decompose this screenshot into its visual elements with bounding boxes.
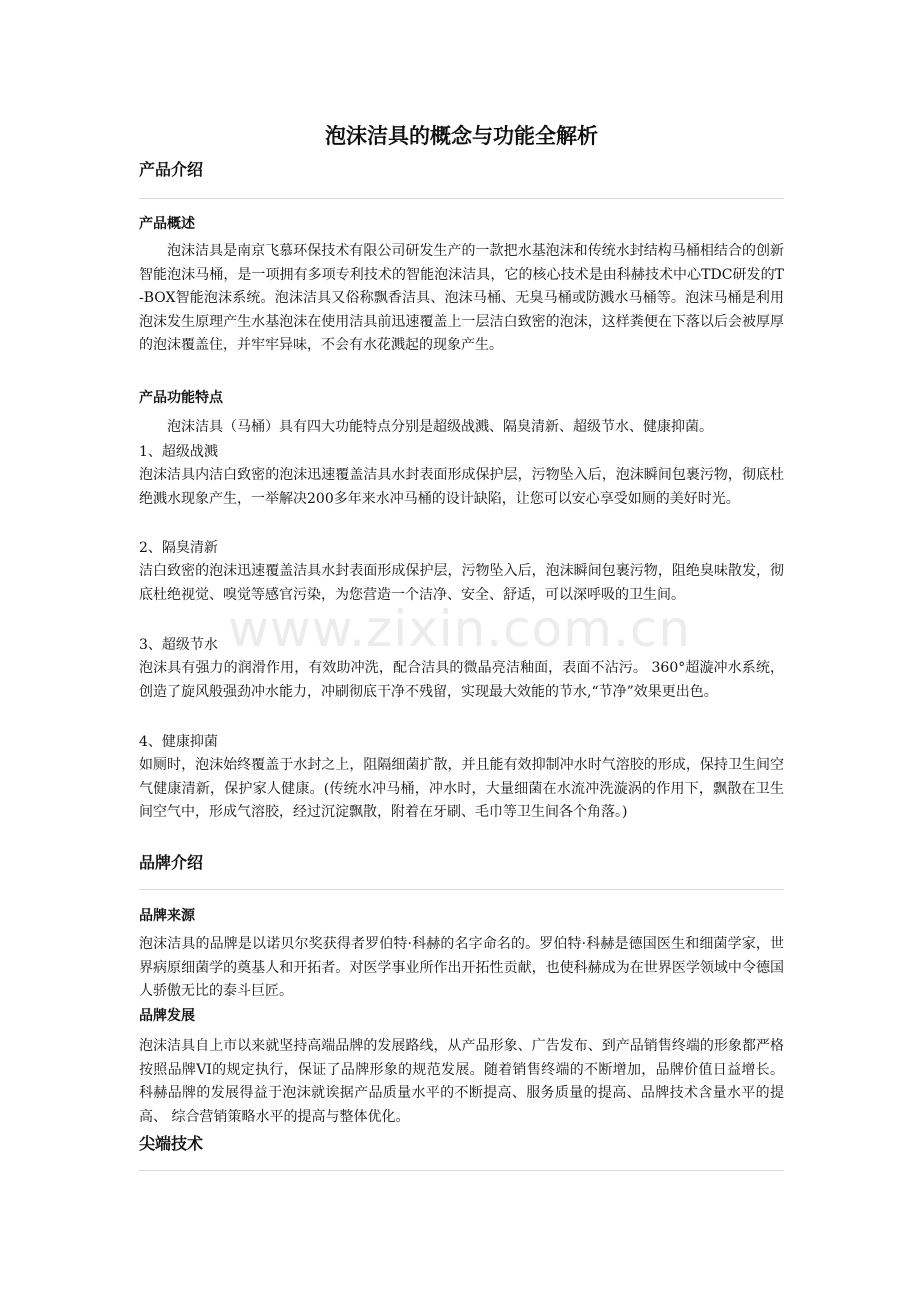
subsection-title-overview: 产品概述 — [139, 216, 195, 232]
feature-heading-1: 1、超级战溅 — [139, 444, 218, 460]
subsection-title-brand-origin: 品牌来源 — [139, 908, 195, 924]
feature-heading-4: 4、健康抑菌 — [139, 734, 218, 750]
feature-text-4: 如厕时，泡沫始终覆盖于水封之上，阻隔细菌扩散，并且能有效抑制冲水时气溶胶的形成，保持卫生间空气健康清新，保护家人健康。(传统水冲马桶，冲水时，大量细菌在水流冲洗漩涡的作用下，飘散在卫生间空气中，形成气溶胶，经过沉淀飘散，附着在牙刷、毛巾等卫生间各个角落。) — [139, 757, 784, 820]
feature-heading-3: 3、超级节水 — [139, 637, 218, 653]
section-title-product-intro: 产品介绍 — [139, 160, 204, 179]
subsection-title-features: 产品功能特点 — [139, 390, 223, 406]
feature-text-3: 泡沫具有强力的润滑作用，有效助冲洗，配合洁具的微晶亮洁釉面，表面不沾污。 360°超漩冲水系统，创造了旋风般强劲冲水能力，冲刷彻底干净不残留，实现最大效能的节水,“节净”效果更出色。 — [139, 660, 784, 700]
feature-text-1: 泡沫洁具内洁白致密的泡沫迅速覆盖洁具水封表面形成保护层，污物坠入后，泡沫瞬间包裹污物，彻底杜绝溅水现象产生，一举解决200多年来水冲马桶的设计缺陷，让您可以安心享受如厕的美好时光。 — [139, 467, 784, 507]
brand-origin-paragraph: 泡沫洁具的品牌是以诺贝尔奖获得者罗伯特·科赫的名字命名的。罗伯特·科赫是德国医生和细菌学家，世界病原细菌学的奠基人和开拓者。对医学事业所作出开拓性贡献，也使科赫成为在世界医学领域中令德国人骄傲无比的泰斗巨匠。 — [139, 936, 784, 999]
section-title-advanced-tech: 尖端技术 — [139, 1134, 204, 1153]
brand-development-paragraph: 泡沫洁具自上市以来就坚持高端品牌的发展路线，从产品形象、广告发布、到产品销售终端的形象都严格按照品牌VI的规定执行，保证了品牌形象的规范发展。随着销售终端的不断增加，品牌价值日益增长。科赫品牌的发展得益于泡沫就诶据产品质量水平的不断提高、服务质量的提高、品牌技术含量水平的提高、 综合营销策略水平的提高与整体优化。 — [139, 1038, 784, 1125]
subsection-title-brand-development: 品牌发展 — [139, 1008, 195, 1024]
features-summary: 泡沫洁具（马桶）具有四大功能特点分别是超级战溅、隔臭清新、超级节水、健康抑菌。 — [167, 419, 713, 435]
watermark-text: www.zixin.com.cn — [228, 600, 692, 658]
overview-paragraph: 泡沫洁具是南京飞慕环保技术有限公司研发生产的一款把水基泡沫和传统水封结构马桶相结合的创新智能泡沫马桶，是一项拥有多项专利技术的智能泡沫洁具，它的核心技术是由科赫技术中心TDC研发的T-BOX智能泡沫系统。泡沫洁具又俗称飘香洁具、泡沫马桶、无臭马桶或防溅水马桶等。泡沫马桶是利用泡沫发生原理产生水基泡沫在使用洁具前迅速覆盖上一层洁白致密的泡沫，这样粪便在下落以后会被厚厚的泡沫覆盖住，并牢牢异味，不会有水花溅起的现象产生。 — [139, 243, 784, 353]
section-divider — [139, 889, 784, 890]
section-divider — [139, 1170, 784, 1171]
feature-text-2: 洁白致密的泡沫迅速覆盖洁具水封表面形成保护层，污物坠入后，泡沫瞬间包裹污物，阻绝臭味散发，彻底杜绝视觉、嗅觉等感官污染，为您营造一个洁净、安全、舒适，可以深呼吸的卫生间。 — [139, 563, 784, 603]
feature-heading-2: 2、隔臭清新 — [139, 540, 218, 556]
document-title: 泡沫洁具的概念与功能全解析 — [325, 124, 598, 148]
section-title-brand-intro: 品牌介绍 — [139, 853, 204, 872]
section-divider — [139, 198, 784, 199]
